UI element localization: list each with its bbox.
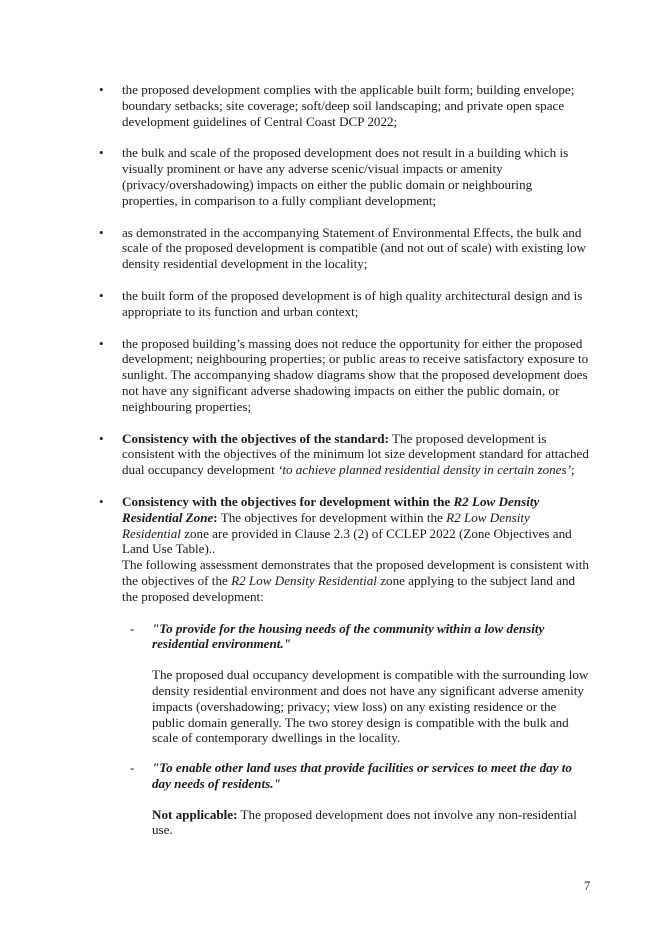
paragraph-text-cont: zone applying to the subject land and the proposed development:: [122, 572, 576, 604]
bullet-marker: •: [99, 224, 104, 240]
bullet-marker: •: [99, 82, 104, 97]
bullet-body: The proposed development is consistent with the objectives of the minimum lot size development standard for attached dual occupancy development: [122, 430, 589, 478]
objective-response: [152, 807, 590, 839]
list-item-zone-objectives: [0, 494, 670, 838]
bullet-list: [0, 82, 670, 854]
list-item: [0, 225, 670, 272]
objective-quote: "To enable other land uses that provide facilities or services to meet the day to day needs of residents.": [152, 760, 572, 791]
bullet-marker: •: [99, 430, 104, 446]
heading-zone-name: R2 Low Density Residential Zone: [122, 493, 540, 525]
bullet-text: [122, 431, 590, 478]
bullet-body: The objectives for development within the: [217, 509, 447, 525]
objective-response: The proposed dual occupancy development is compatible with the surrounding low density residential environment and does not have any significant adverse amenity impacts (overshadowing; privacy; view loss) on any existing residence or the public domain generally. The two storey design is compatible with the bulk and scale of contemporary dwellings in the locality.: [152, 667, 589, 746]
bullet-text: the built form of the proposed development is of high quality architectural design and is appropriate to its function and urban context;: [122, 287, 583, 319]
bullet-heading: Consistency with the objectives of the standard:: [122, 430, 389, 446]
dash-marker: -: [130, 760, 135, 776]
bullet-marker: •: [99, 493, 104, 509]
bullet-marker: •: [99, 335, 104, 351]
bullet-text: [122, 494, 590, 557]
heading-part: Consistency with the objectives for development within the: [122, 493, 454, 509]
italic-quote: ‘to achieve planned residential density in certain zones’: [277, 462, 571, 478]
objectives-list: [122, 621, 590, 839]
bullet-text: the proposed development complies with the applicable built form; building envelope; boundary setbacks; site coverage; soft/deep soil landscaping; and private open space development guidelines of Central Coast DCP 2022;: [122, 82, 575, 129]
paragraph-text: The following assessment demonstrates that the proposed development is consistent with the objectives of the: [122, 557, 589, 588]
zone-name: R2 Low Density Residential: [231, 572, 377, 588]
bullet-body-cont: zone are provided in Clause 2.3 (2) of CCLEP 2022 (Zone Objectives and Land Use Table)..: [122, 525, 572, 557]
bullet-text: the proposed building’s massing does not reduce the opportunity for either the proposed development; neighbouring properties; or public areas to receive satisfactory exposure to sunlight. The accompanying shadow diagrams show that the proposed development does not have any significant adverse shadowing impacts on either the public domain, or neighbouring properties;: [122, 335, 589, 414]
heading-colon: :: [213, 509, 218, 525]
dash-marker: -: [130, 620, 135, 636]
page-number: 7: [584, 879, 591, 893]
objective-item: [122, 760, 590, 838]
objective-item: [122, 621, 590, 747]
list-item: [0, 82, 670, 129]
bullet-tail: ;: [570, 462, 575, 478]
list-item: [0, 145, 670, 208]
response-text: The proposed development does not involve any non-residential use.: [152, 806, 577, 838]
bullet-text: as demonstrated in the accompanying Statement of Environmental Effects, the bulk and scale of the proposed development is compatible (and not out of scale) with existing low density residential development in the locality;: [122, 224, 586, 272]
objective-quote: "To provide for the housing needs of the community within a low density residential environment.": [152, 620, 545, 652]
response-label: Not applicable:: [152, 806, 238, 822]
list-item-standard-objectives: [0, 431, 670, 478]
list-item: [0, 336, 670, 415]
bullet-marker: •: [99, 287, 104, 303]
bullet-marker: •: [99, 145, 104, 161]
bullet-text: the bulk and scale of the proposed development does not result in a building which is visually prominent or have any adverse scenic/visual impacts or amenity (privacy/overshadowing) impacts on either the public domain or neighbouring properties, in comparison to a fully compliant development;: [122, 145, 569, 208]
assessment-paragraph: [122, 557, 590, 604]
zone-name: R2 Low Density Residential: [122, 509, 530, 541]
list-item: [0, 288, 670, 320]
